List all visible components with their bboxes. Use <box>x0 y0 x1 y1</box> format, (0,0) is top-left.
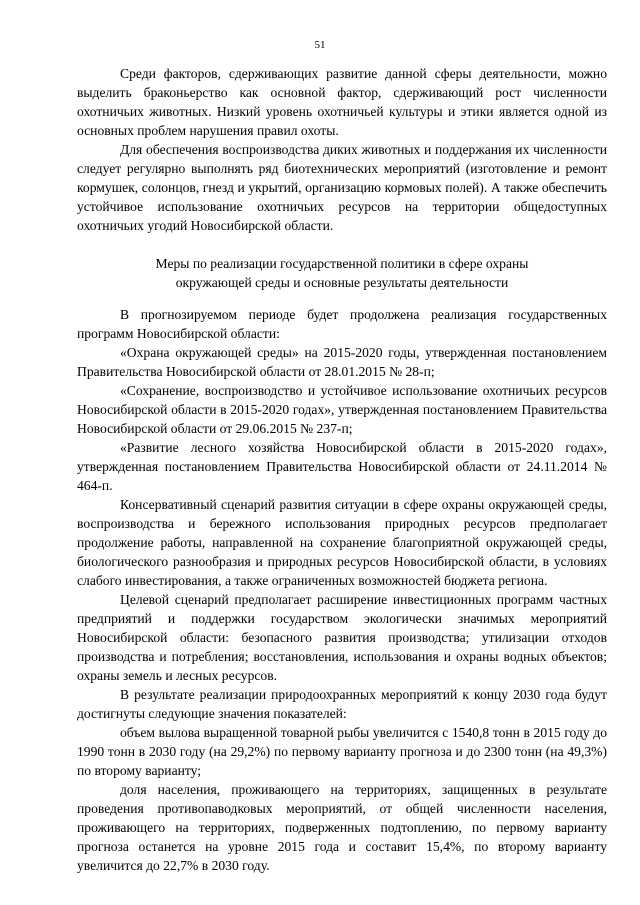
section-heading <box>77 254 607 292</box>
paragraph: Среди факторов, сдерживающих развитие данной сферы деятельности, можно выделить браконьерство как основной фактор, сдерживающий рост численности охотничьих животных. Низкий уровень охотничьей культуры и этики является одной из основных проблем нарушения правил охоты. <box>77 66 607 138</box>
paragraph: Целевой сценарий предполагает расширение инвестиционных программ частных предприятий и поддержки государством экологически значимых мероприятий Новосибирской области: безопасного развития производства; утилизации отходов производства и потребления; восстановления, использования и охраны водных объектов; охраны земель и лесных ресурсов. <box>77 592 607 683</box>
section-heading-line: окружающей среды и основные результаты деятельности <box>175 275 509 290</box>
paragraph: Консервативный сценарий развития ситуации в сфере охраны окружающей среды, воспроизводства и бережного использования природных ресурсов предполагает продолжение работы, направленной на сохранение благоприятной окружающей среды, биологического разнообразия и природных ресурсов Новосибирской области, в условиях слабого инвестирования, а также ограниченных возможностей бюджета региона. <box>77 497 607 588</box>
paragraph: В результате реализации природоохранных мероприятий к концу 2030 года будут достигнуты следующие значения показателей: <box>77 687 607 721</box>
page-number: 51 <box>314 39 326 51</box>
text-block-hunting <box>77 64 607 235</box>
paragraph: доля населения, проживающего на территориях, защищенных в результате проведения противопаводковых мероприятий, от общей численности населения, проживающего на территориях, подверженных подтоплению, по первому варианту прогноза останется на уровне 2015 года и составит 15,4%, по второму варианту увеличится до 22,7% в 2030 году. <box>77 782 607 873</box>
section-heading-line: Меры по реализации государственной политики в сфере охраны <box>155 256 529 271</box>
text-block-measures <box>77 305 607 875</box>
paragraph: «Развитие лесного хозяйства Новосибирской области в 2015-2020 годах», утвержденная постановлением Правительства Новосибирской области от 24.11.2014 № 464-п. <box>77 440 607 493</box>
paragraph: «Сохранение, воспроизводство и устойчивое использование охотничьих ресурсов Новосибирской области в 2015-2020 годах», утвержденная постановлением Правительства Новосибирской области от 29.06.2015 № 237-п; <box>77 383 607 436</box>
paragraph: объем вылова выращенной товарной рыбы увеличится с 1540,8 тонн в 2015 году до 1990 тонн в 2030 году (на 29,2%) по первому варианту прогноза и до 2300 тонн (на 49,3%) по второму варианту; <box>77 725 607 778</box>
paragraph: «Охрана окружающей среды» на 2015-2020 годы, утвержденная постановлением Правительства Новосибирской области от 28.01.2015 № 28-п; <box>77 345 607 379</box>
paragraph: Для обеспечения воспроизводства диких животных и поддержания их численности следует регулярно выполнять ряд биотехнических мероприятий (изготовление и ремонт кормушек, солонцов, гнезд и укрытий, организацию кормовых полей). А также обеспечить устойчивое использование охотничьих ресурсов на территории общедоступных охотничьих угодий Новосибирской области. <box>77 142 607 233</box>
paragraph: В прогнозируемом периоде будет продолжена реализация государственных программ Новосибирской области: <box>77 307 607 341</box>
